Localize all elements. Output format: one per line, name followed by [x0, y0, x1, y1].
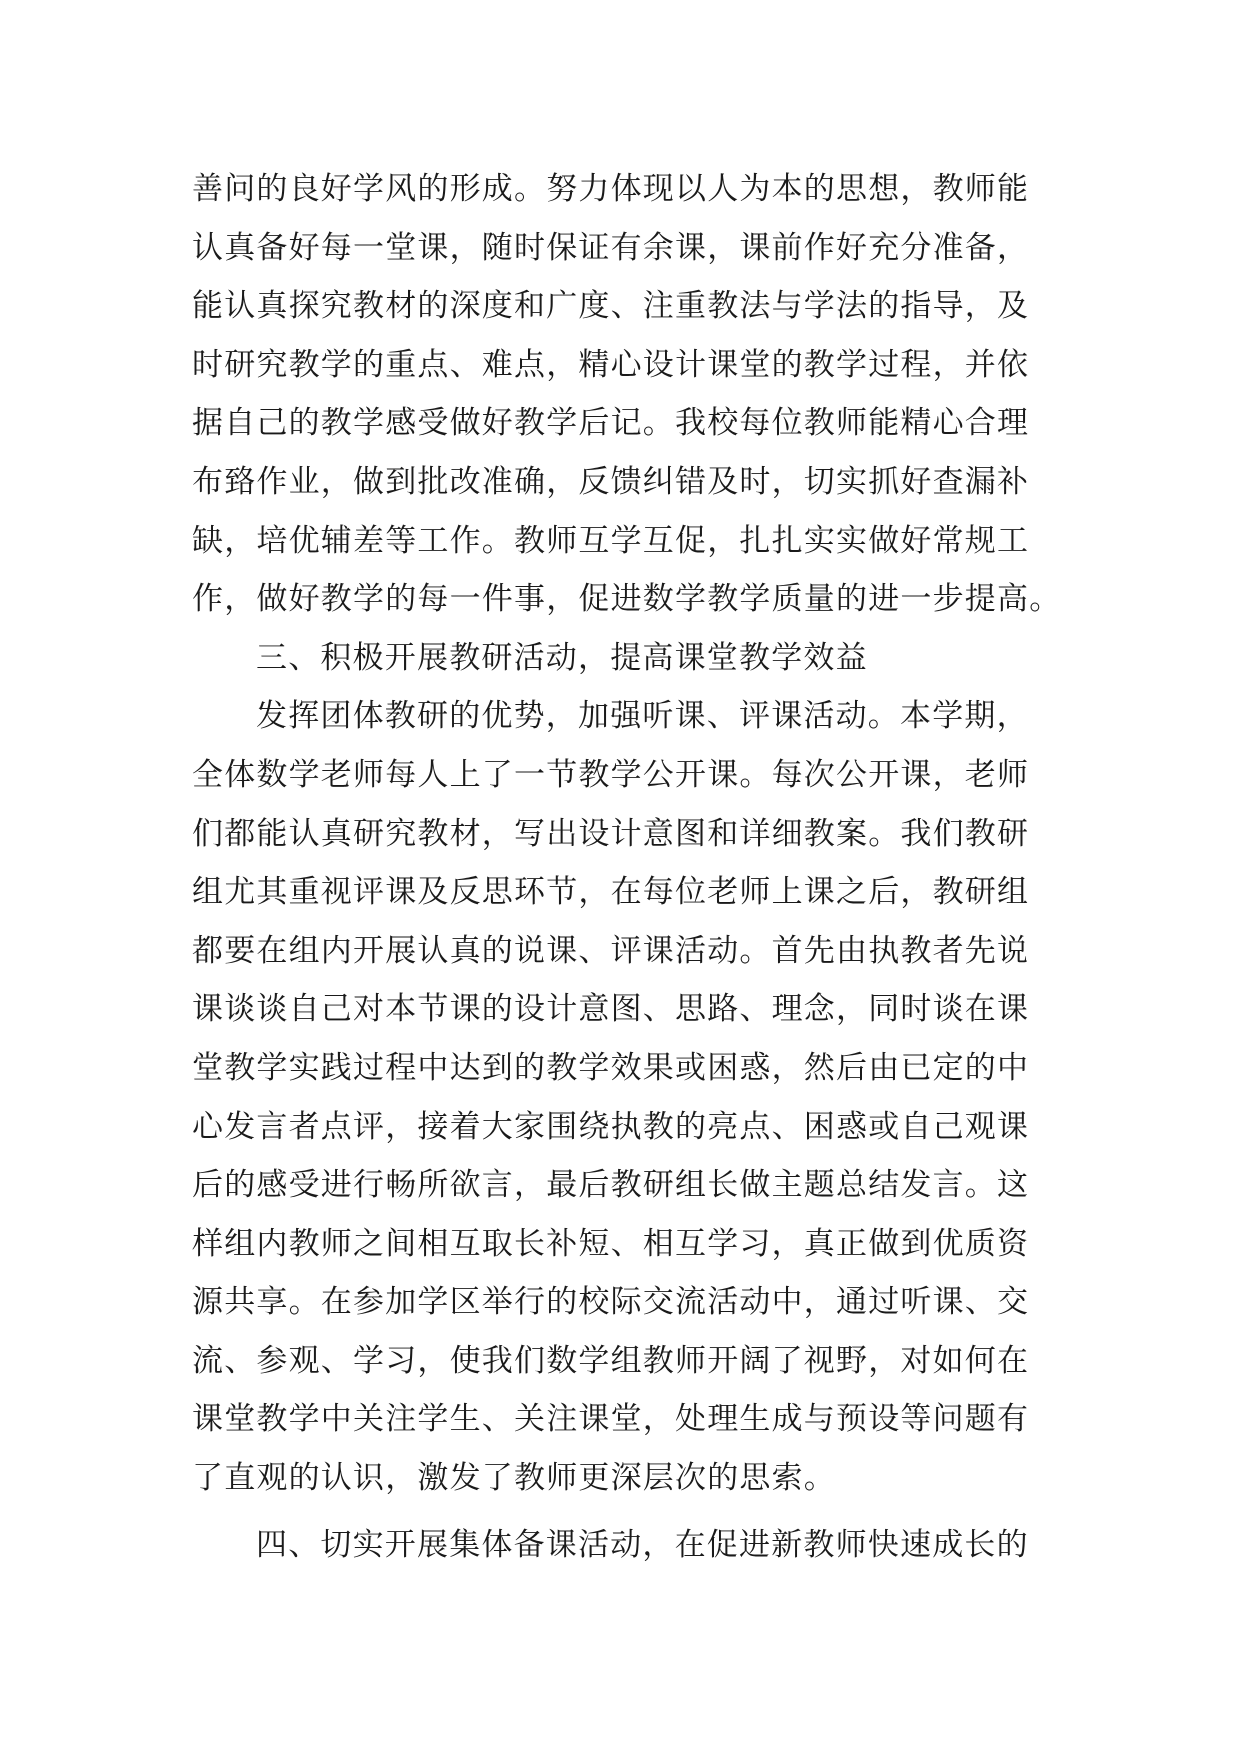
text-line: 作，做好教学的每一件事，促进数学教学质量的进一步提高。	[192, 581, 1062, 618]
body-text	[192, 160, 1062, 1574]
text-line: 样组内教师之间相互取长补短、相互学习，真正做到优质资	[192, 1225, 1030, 1262]
text-line: 课堂教学中关注学生、关注课堂，处理生成与预设等问题有	[192, 1401, 1030, 1438]
text-line: 缺，培优辅差等工作。教师互学互促，扎扎实实做好常规工	[192, 522, 1030, 559]
text-line: 善问的良好学风的形成。努力体现以人为本的思想，教师能	[192, 171, 1030, 207]
text-line: 们都能认真研究教材，写出设计意图和详细教案。我们教研	[192, 815, 1030, 852]
text-line: 堂教学实践过程中达到的教学效果或困惑，然后由已定的中	[192, 1049, 1030, 1086]
text-line: 流、参观、学习，使我们数学组教师开阔了视野，对如何在	[192, 1342, 1030, 1379]
section-heading-3: 三、积极开展教研活动，提高课堂教学效益	[256, 639, 868, 676]
text-line: 认真备好每一堂课，随时保证有余课，课前作好充分准备，	[192, 229, 1030, 266]
text-line: 组尤其重视评课及反思环节，在每位老师上课之后，教研组	[192, 874, 1030, 911]
text-line: 时研究教学的重点、难点，精心设计课堂的教学过程，并依	[192, 346, 1030, 383]
paragraph-gap	[192, 1508, 1062, 1516]
text-line: 了直观的认识，激发了教师更深层次的思索。	[192, 1460, 836, 1497]
paragraph-start: 发挥团体教研的优势，加强听课、评课活动。本学期，	[256, 698, 1029, 735]
section-heading-4: 四、切实开展集体备课活动，在促进新教师快速成长的	[256, 1526, 1029, 1563]
text-line: 源共享。在参加学区举行的校际交流活动中，通过听课、交	[192, 1284, 1030, 1321]
text-line: 能认真探究教材的深度和广度、注重教法与学法的指导，及	[192, 288, 1030, 325]
text-line: 全体数学老师每人上了一节教学公开课。每次公开课，老师	[192, 756, 1030, 793]
text-line: 据自己的教学感受做好教学后记。我校每位教师能精心合理	[192, 405, 1030, 442]
text-line: 课谈谈自己对本节课的设计意图、思路、理念，同时谈在课	[192, 991, 1030, 1028]
text-line: 后的感受进行畅所欲言，最后教研组长做主题总结发言。这	[192, 1167, 1030, 1204]
text-line: 都要在组内开展认真的说课、评课活动。首先由执教者先说	[192, 932, 1030, 969]
text-line: 布臵作业，做到批改准确，反馈纠错及时，切实抓好查漏补	[192, 463, 1030, 500]
text-line: 心发言者点评，接着大家围绕执教的亮点、困惑或自己观课	[192, 1108, 1030, 1145]
